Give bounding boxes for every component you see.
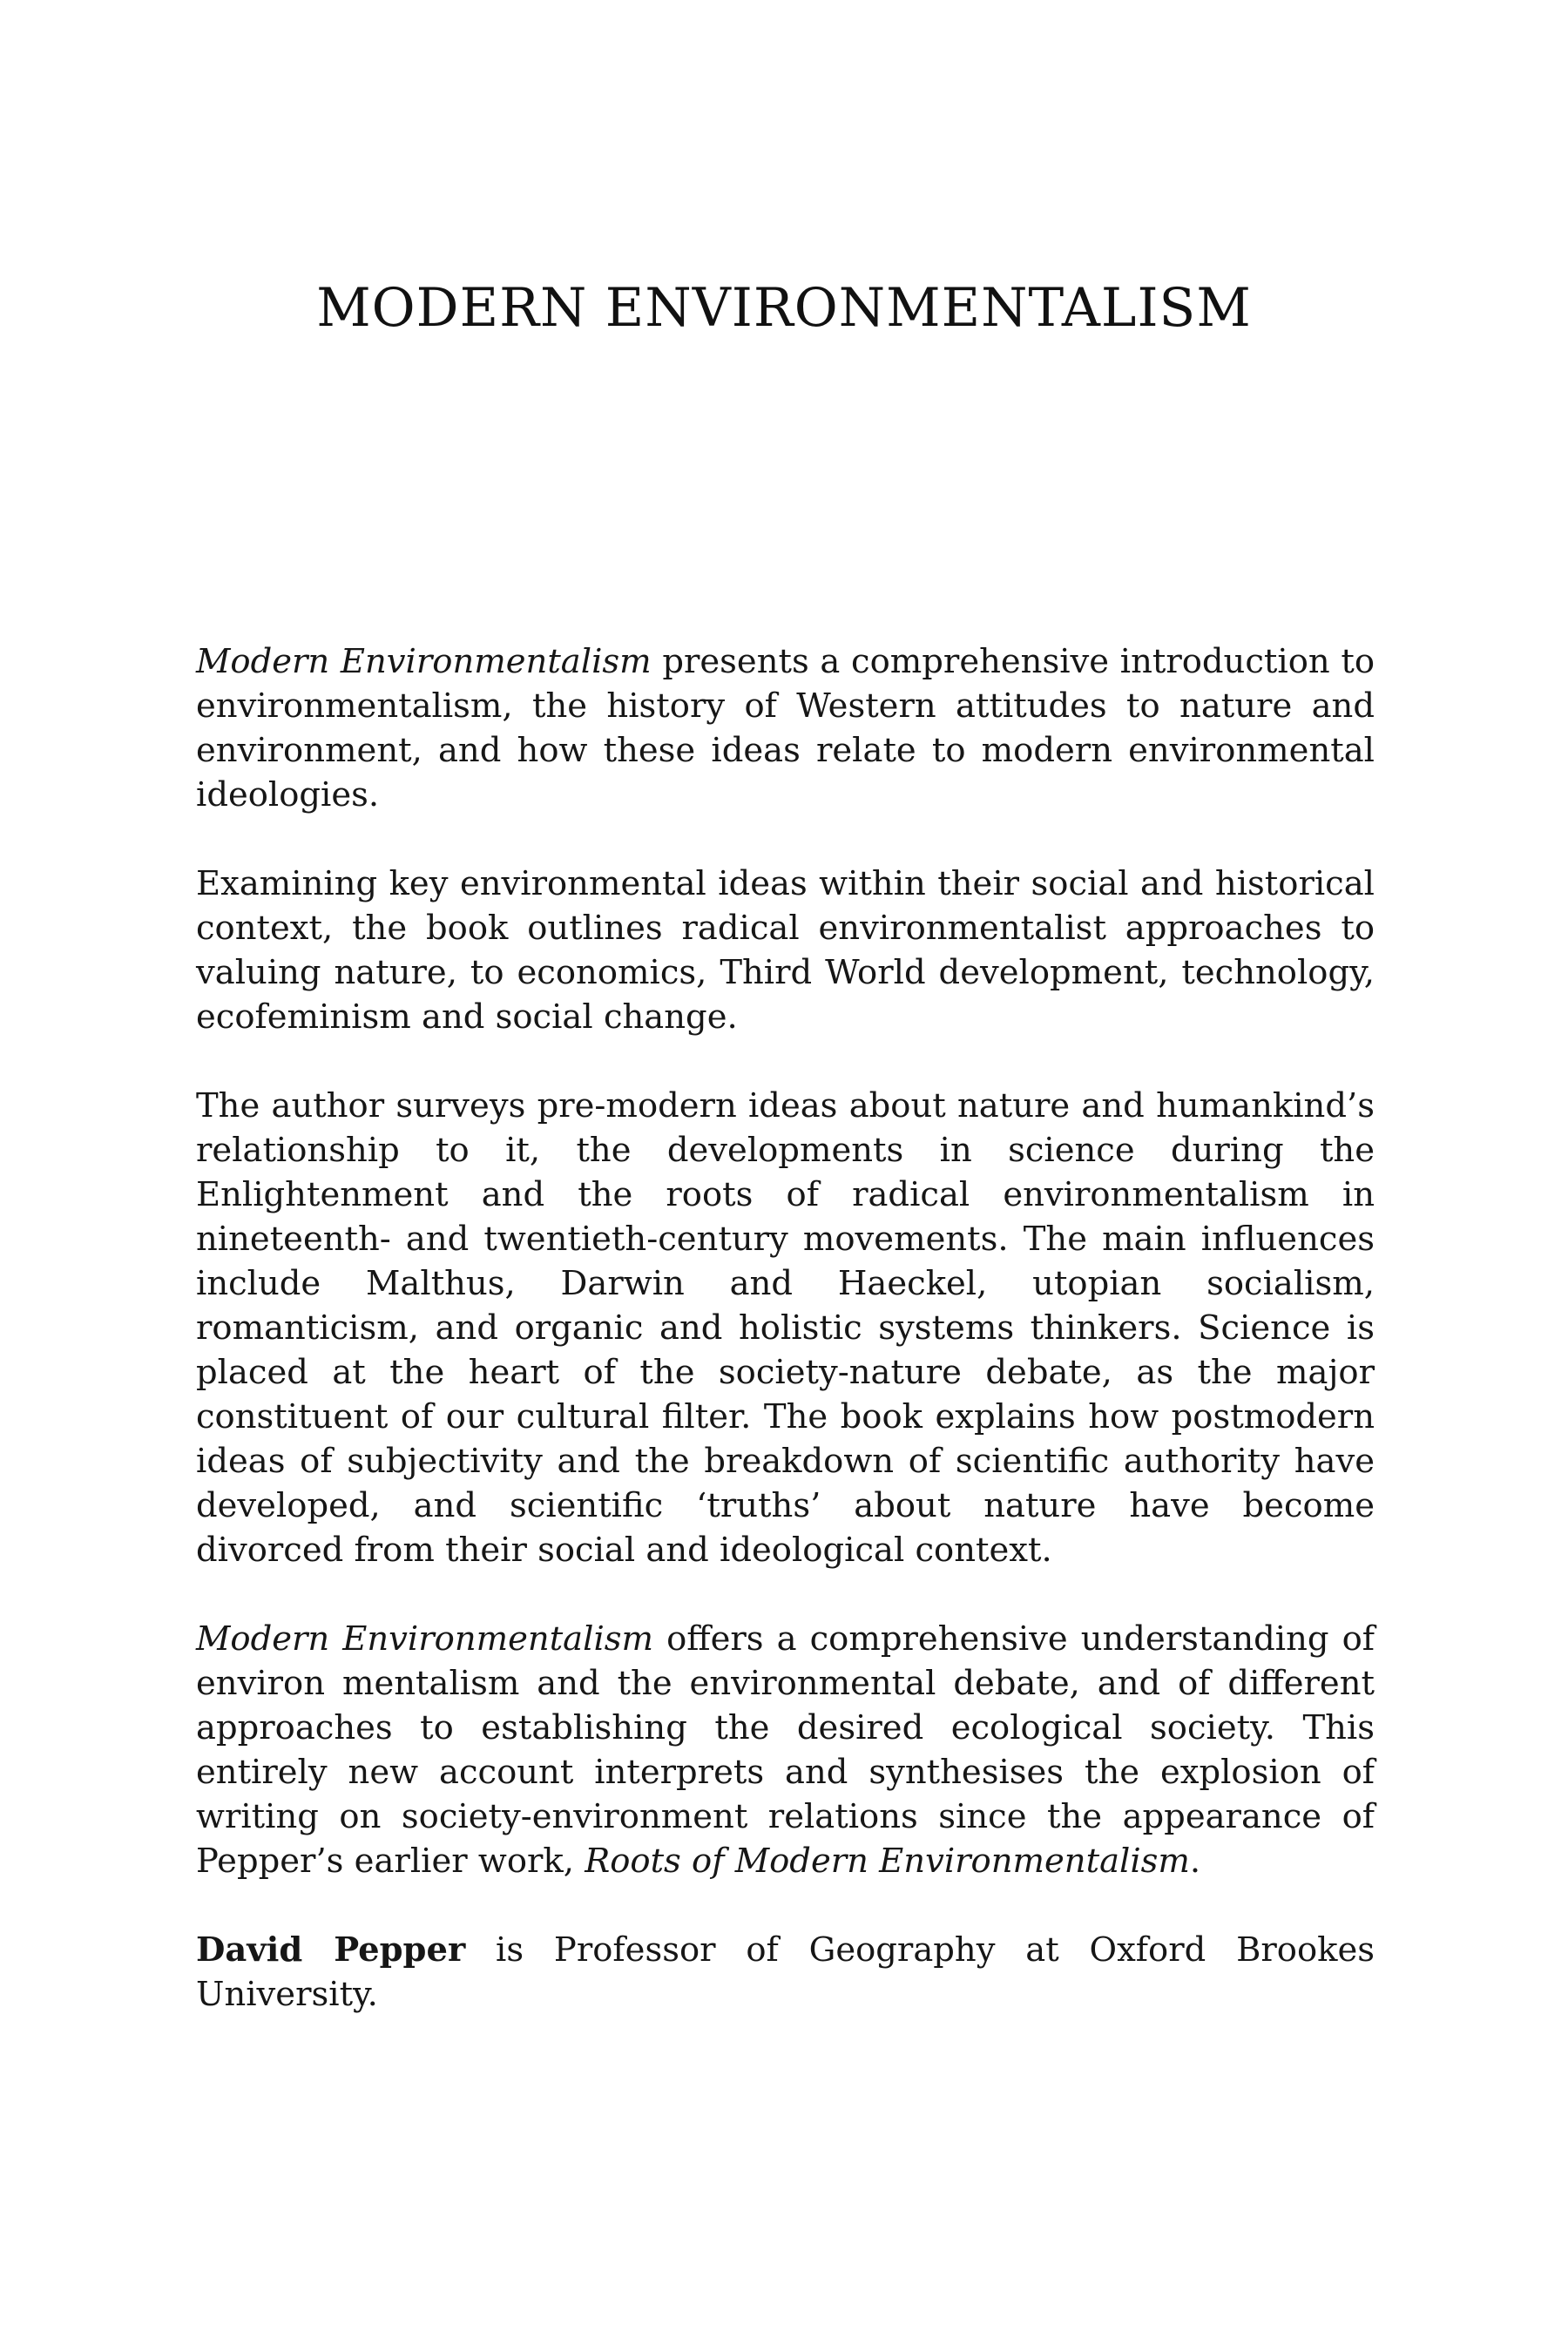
description-paragraph-3	[196, 1084, 1375, 1572]
book-title: MODERN ENVIRONMENTALISM	[316, 277, 1252, 339]
description-paragraph-4	[196, 1617, 1375, 1883]
paragraph-3-text: The author surveys pre-modern ideas about nature and humankind’s relationship to it, the developments in science during the Enlightenment and the roots of radical environmentalism in nineteenth- and twentieth-century movements. The main influences include Malthus, Darwin and Haeckel, utopian socialism, romanticism, and organic and holistic systems thinkers. Science is placed at the heart of the society-nature debate, as the major constituent of our cultural filter. The book explains how postmodern ideas of subjectivity and the breakdown of scientific authority have developed, and scientific ‘truths’ about nature have become divorced from their social and ideological context.	[196, 1086, 1375, 1570]
description-paragraph-2	[196, 862, 1375, 1039]
book-description	[196, 639, 1375, 2061]
book-title-italic: Modern Environmentalism	[196, 642, 652, 681]
earlier-work-title: Roots of Modern Environmentalism	[585, 1842, 1190, 1881]
paragraph-2-text: Examining key environmental ideas within their social and historical context, the book outlines radical environmentalist approaches to valuing nature, to economics, Third World development, technology, ecofeminism and social change.	[196, 864, 1375, 1037]
paragraph-1-text: presents a comprehensive introduction to environmentalism, the history of Western attitudes to nature and environment, and how these ideas relate to modern environmental ideologies.	[196, 642, 1375, 814]
author-note-text: is Professor of Geography at Oxford Brookes University.	[196, 1930, 1375, 2014]
author-note	[196, 1928, 1375, 2017]
paragraph-4-ending: .	[1189, 1842, 1201, 1881]
description-paragraph-1	[196, 639, 1375, 817]
paragraph-4-text: offers a comprehensive understanding of environ mentalism and the environmental debate, and of different approaches to establishing the desired ecological society. This entirely new account interprets and synthesises the explosion of writing on society-environment relations since the appearance of Pepper’s earlier work,	[196, 1619, 1375, 1881]
author-name: David Pepper	[196, 1930, 466, 1970]
book-title-italic: Modern Environmentalism	[196, 1619, 654, 1659]
